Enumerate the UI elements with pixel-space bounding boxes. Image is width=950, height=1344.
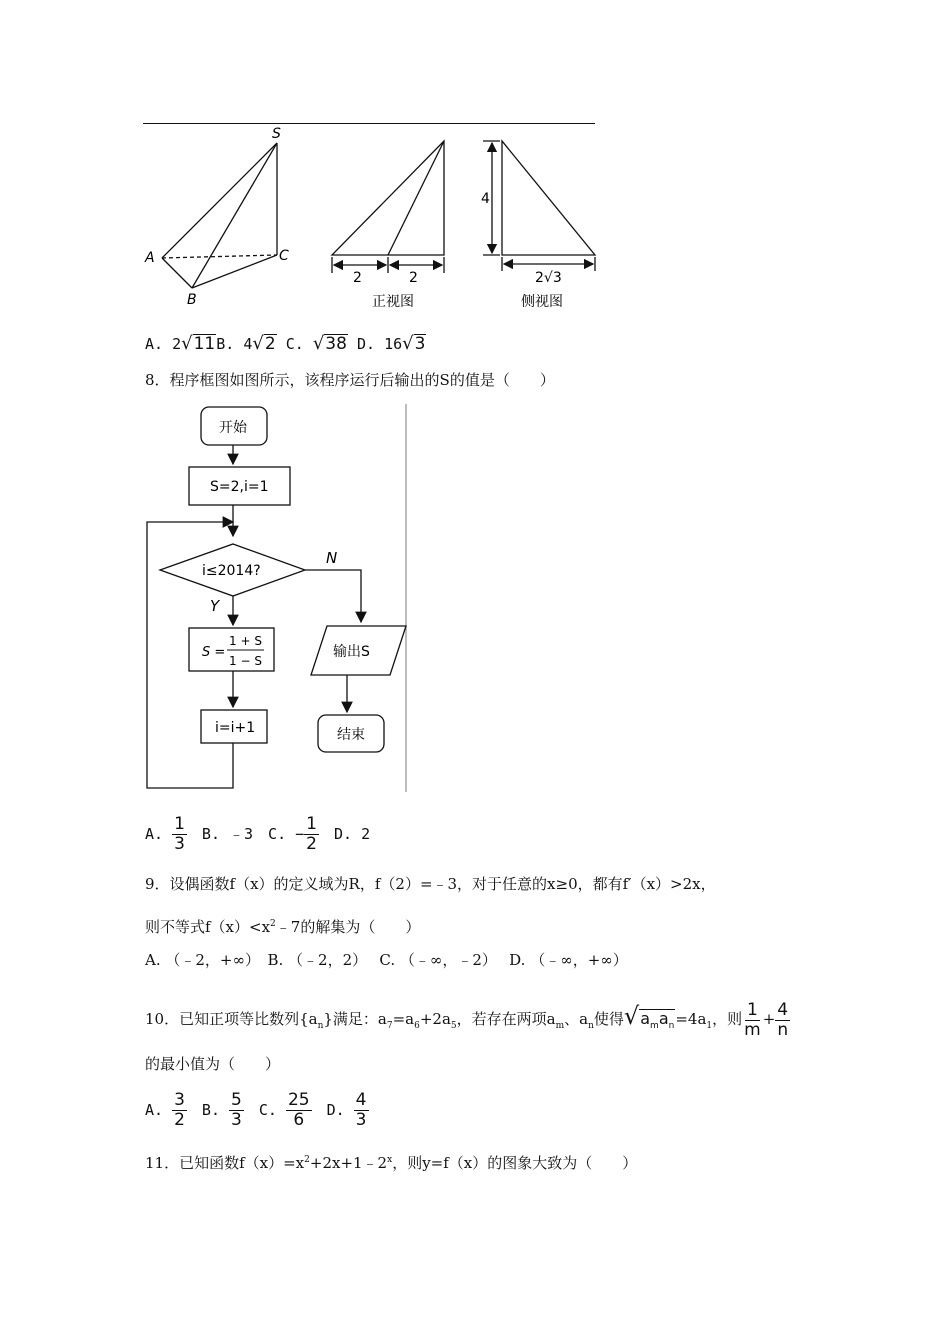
q10-mid3: +2a [419,1010,451,1028]
q10-pre: 10．已知正项等比数列{a [145,1010,318,1028]
q10-f2-num: 4 [777,999,789,1020]
q8-option-a-label: A. [145,825,173,843]
q8-option-a-fraction [172,815,187,854]
q10-f1-den: m [744,1019,761,1040]
side-dim-height: 4 [481,191,490,207]
q8-option-a-den: 3 [174,834,185,854]
top-rule [143,123,595,124]
q10-options [145,1090,369,1130]
side-view-drawing [483,141,595,271]
q10-mid6: 使得 [593,1010,624,1028]
q8-option-c-fraction [304,815,319,854]
label-S: S [272,126,281,142]
q8-option-c-num: 1 [306,814,317,834]
flow-assign-lhs: S = [202,645,226,660]
q10-sub-5: 5 [450,1021,457,1031]
q10-sqrt-expr [639,1009,675,1035]
front-view-caption: 正视图 [372,294,414,310]
flow-yes-label: Y [210,597,220,615]
q10-plus: + [762,1010,776,1028]
flow-init-label: S=2,i=1 [210,479,269,495]
sqrt-icon: √ [312,333,325,354]
q8-option-a-num: 1 [174,814,185,834]
q10-option-d-den: 3 [355,1110,367,1130]
q10-option-d-label: D. [311,1101,354,1119]
q10-option-b-num: 5 [231,1090,242,1110]
q8-options [145,814,370,854]
q10-f2-den: n [777,1019,789,1040]
q10-sub-1: 1 [706,1021,713,1031]
q8-option-b-text: B. ﹣3 C. [186,825,296,843]
q10-f1-num: 1 [747,999,758,1020]
q9-line1: 9．设偶函数f（x）的定义域为R，f（2）=﹣3，对于任意的x≥0，都有f′（x）>2x， [145,875,716,893]
label-C: C [279,248,289,264]
q8-flowchart [140,400,420,795]
q10-option-d-num: 4 [355,1090,367,1110]
q10-option-c-num: 25 [287,1090,310,1110]
flow-assign-numerator: 1 + S [229,634,262,648]
q9-line2-sup: 2 [270,919,276,929]
edge-AC-hidden [162,255,277,258]
q7-option-a-label: A. [145,335,173,353]
q10-sub-7: 7 [386,1021,393,1031]
q7-option-d-radicand: 3 [414,334,426,354]
q10-eq: =4a [675,1010,707,1028]
q10-option-c-label: C. [243,1101,286,1119]
q10-option-b-den: 3 [231,1110,242,1130]
q8-option-c-sign: − [295,825,305,843]
sqrt-icon: √ [623,1002,640,1030]
q9-options: A. （﹣2，+∞） B. （﹣2，2） C. （﹣∞，﹣2） D. （﹣∞，+∞） [145,951,628,969]
q10-sqrt-a2: a [658,1009,669,1028]
q10-option-a-label: A. [145,1101,173,1119]
side-dim-width: 2√3 [535,270,562,286]
flow-start-label: 开始 [219,420,247,436]
q10-option-b-label: B. [186,1101,230,1119]
q11-post: ，则y=f（x）的图象大致为（ ） [392,1154,638,1172]
q9-line2 [145,914,420,937]
q11-pre: 11．已知函数f（x）=x [145,1154,305,1172]
front-dim-left: 2 [353,270,362,286]
q10-then: ，则 [712,1010,743,1028]
flow-end-label: 结束 [337,727,365,743]
sqrt-icon: √ [402,333,414,354]
label-B: B [187,292,197,308]
q10-option-a-fraction [172,1091,187,1130]
edge-AB [162,258,192,288]
flow-no-label: N [326,549,338,567]
q8-option-d-text: D. 2 [319,825,371,843]
q10-option-c-den: 6 [293,1110,305,1130]
q10-sub-n2: n [588,1021,594,1031]
q10-mid2: =a [392,1010,415,1028]
q10-fraction-4-over-n [775,1001,790,1040]
q10-line1 [145,996,790,1046]
label-A: A [145,250,155,266]
flow-output-label: 输出S [333,644,370,660]
q10-option-a-num: 3 [174,1090,185,1110]
q11-stem [145,1150,637,1173]
q10-sqrt-sub-m: m [650,1021,659,1032]
front-dim-right: 2 [409,270,418,286]
q7-figure [140,125,610,315]
q10-sqrt-a1: a [640,1009,651,1028]
flow-increment-label: i=i+1 [215,720,256,736]
q10-sub-m: m [555,1021,565,1031]
q10-sqrt-sub-n: n [668,1021,675,1032]
sqrt-icon: √ [252,333,264,354]
q11-mid: +2x+1﹣2 [309,1154,388,1172]
q10-sub-n: n [317,1021,324,1031]
q8-option-c-den: 2 [306,834,317,854]
q7-option-b-coef: 4 [243,335,253,353]
q10-option-b-fraction [229,1091,244,1130]
q11-sup-2: 2 [304,1155,310,1165]
q10-option-d-fraction [354,1091,369,1130]
q7-option-b-radicand: 2 [264,334,276,354]
q7-option-a-coef: 2 [172,335,182,353]
q7-option-a-radicand: 11 [193,334,216,354]
q10-mid1: }满足：a [323,1010,387,1028]
sqrt-icon: √ [181,333,193,354]
q10-option-c-fraction [286,1091,312,1130]
q7-option-c-radicand: 38 [325,334,347,354]
edge-BC [192,255,277,288]
q8-stem: 8．程序框图如图所示，该程序运行后输出的S的值是（ ） [145,371,555,389]
q9-line2-post: ﹣7的解集为（ ） [275,918,421,936]
q10-mid5: 、a [564,1010,589,1028]
q10-option-a-den: 2 [174,1110,185,1130]
side-view-caption: 侧视图 [521,294,563,310]
front-view-drawing [332,141,444,273]
q7-option-d-coef: 16 [384,335,403,353]
q9-line2-pre: 则不等式f（x）<x [145,918,271,936]
flow-condition-label: i≤2014? [202,563,261,579]
q7-option-c-label: C. [276,335,313,353]
q7-options [145,334,426,354]
q10-fraction-1-over-m [742,1001,763,1040]
q10-sub-6: 6 [414,1021,420,1031]
flow-assign-denominator: 1 − S [229,654,262,668]
pyramid-drawing [162,143,277,288]
q10-mid4: ，若存在两项a [456,1010,556,1028]
q7-option-b-label: B. [216,335,244,353]
q7-option-d-label: D. [347,335,385,353]
q10-line2: 的最小值为（ ） [145,1055,281,1073]
q11-sup-x: x [387,1155,393,1165]
